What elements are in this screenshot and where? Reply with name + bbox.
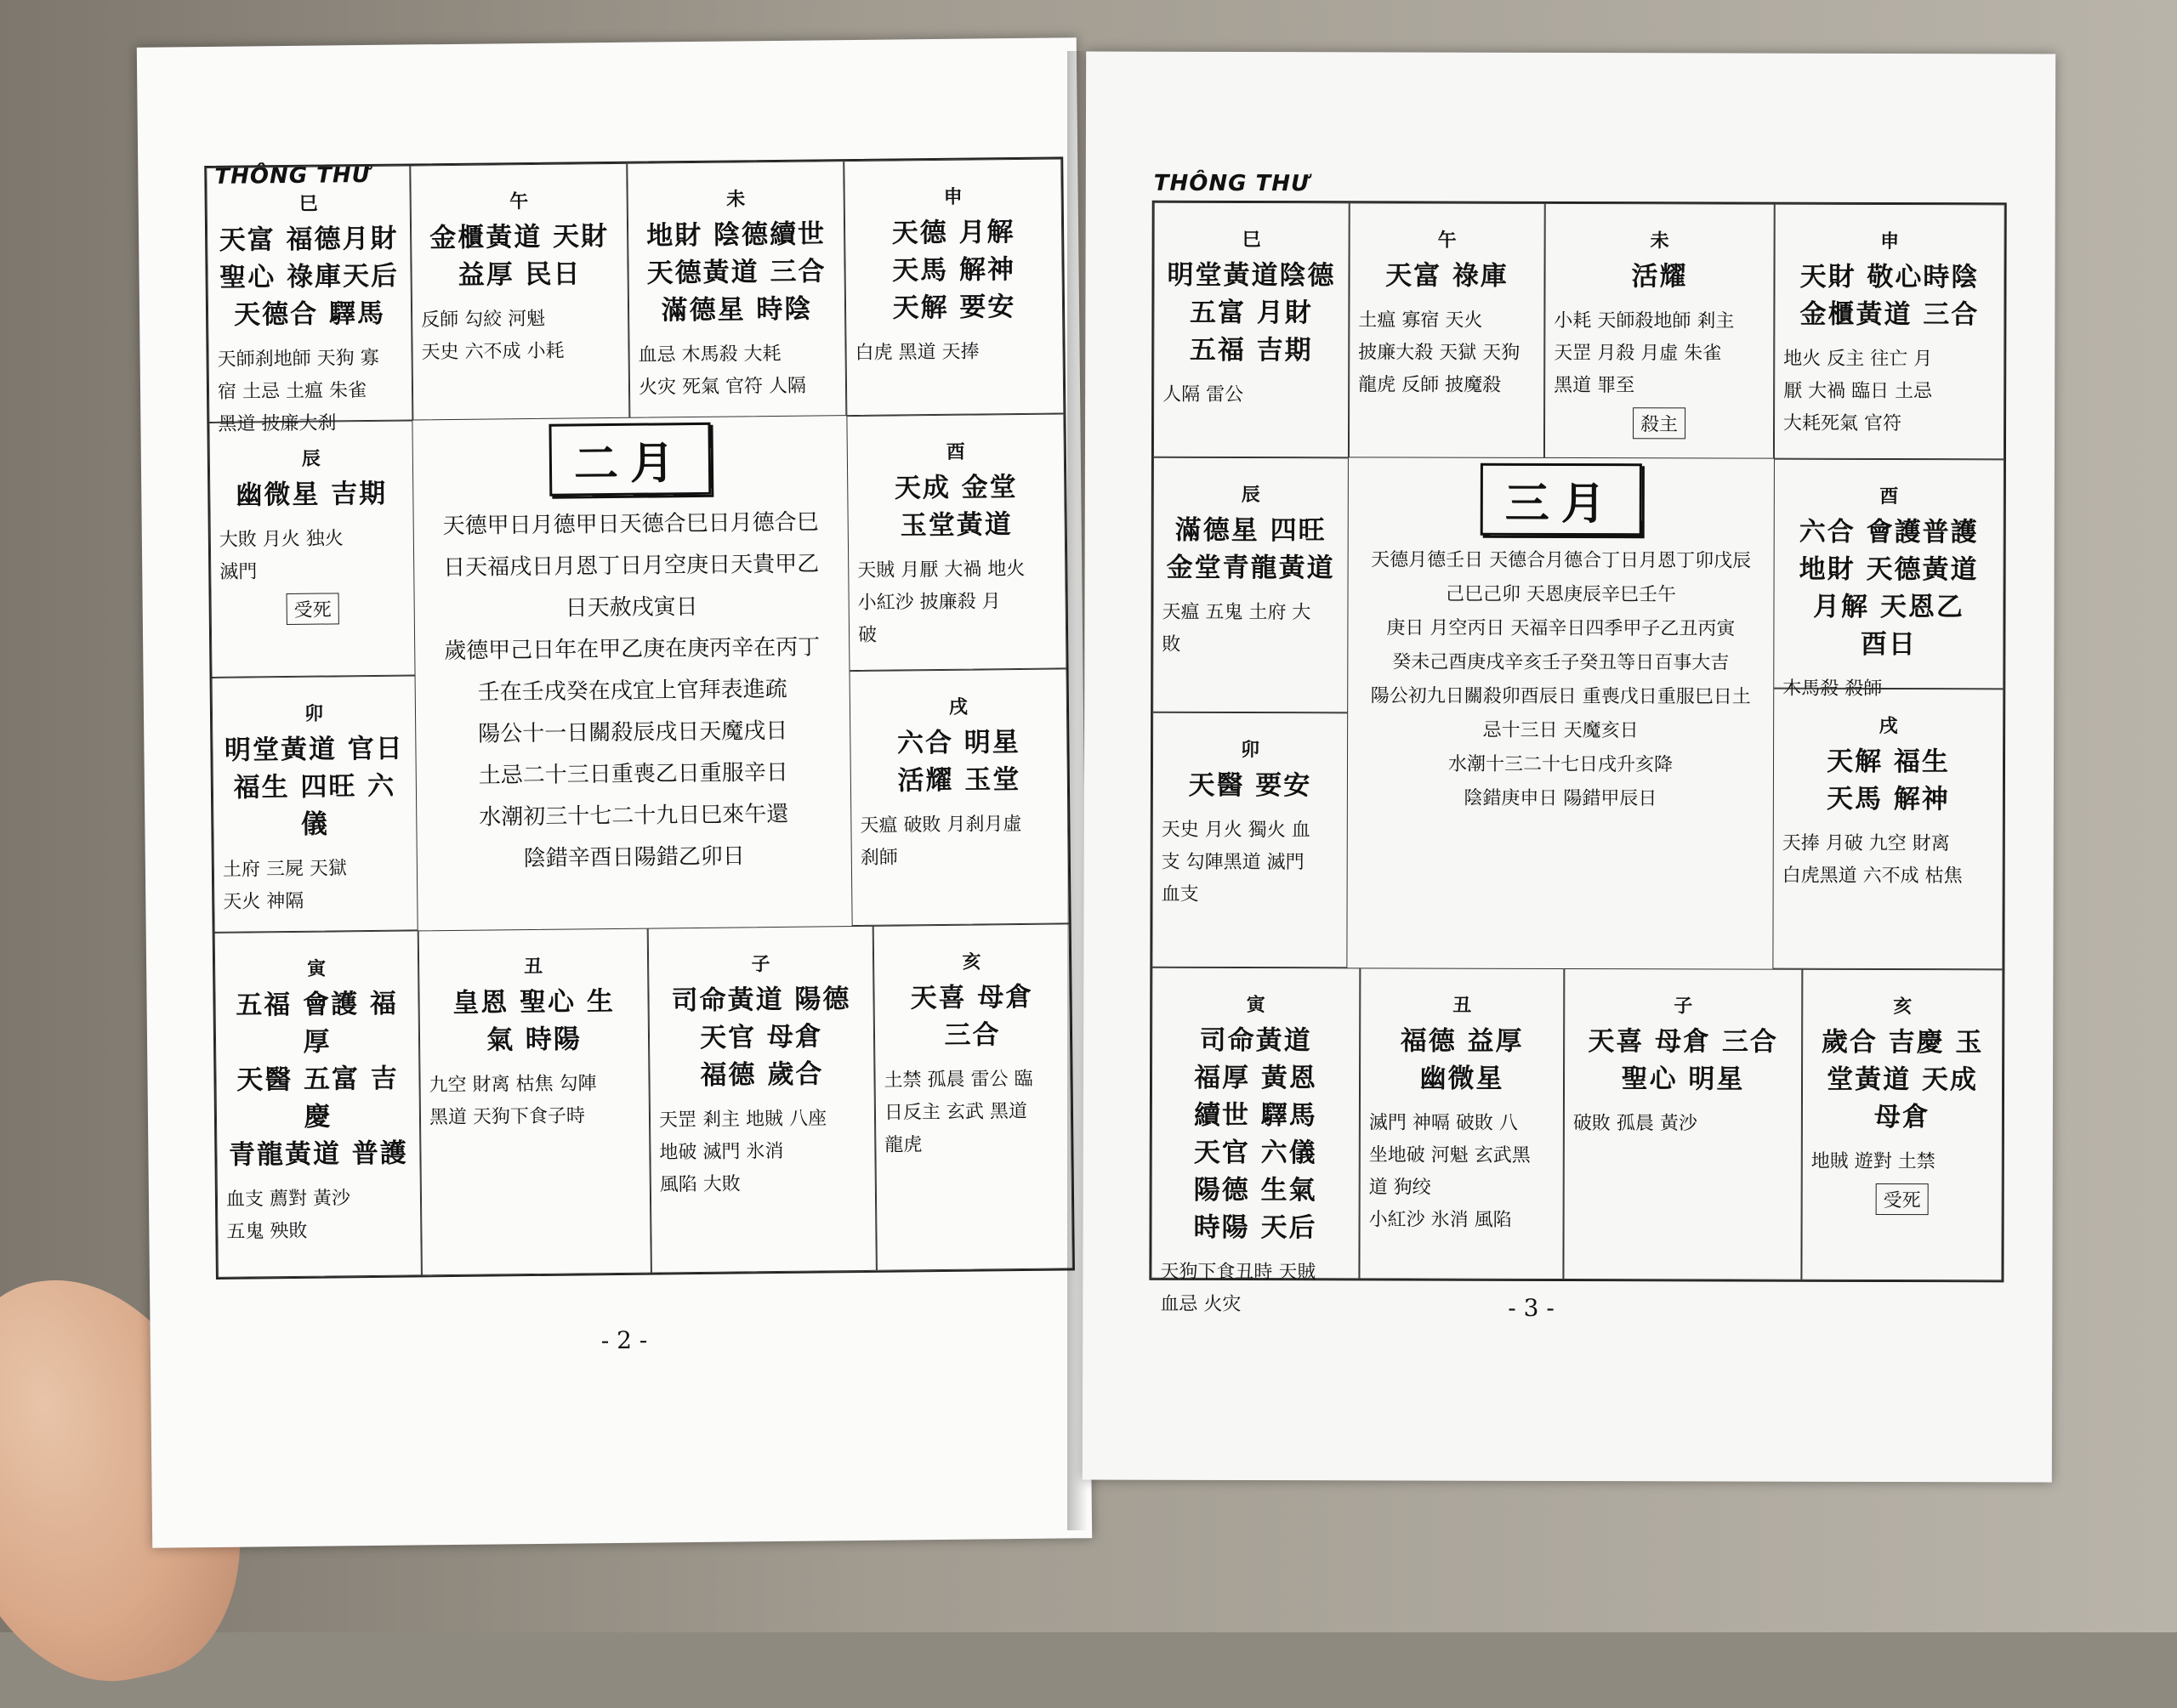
inauspicious-star-line: 天賊 月厭 大禍 地火 <box>857 558 1026 582</box>
auspicious-star-line: 滿德星 時陰 <box>661 293 813 326</box>
auspicious-star-line: 天官 六儀 <box>1193 1137 1317 1169</box>
inauspicious-star-line: 小紅沙 氷消 風陷 <box>1368 1209 1512 1231</box>
cell-xu <box>850 668 1070 926</box>
auspicious-star-line: 天德 月解 <box>891 217 1015 249</box>
inauspicious-stars <box>857 553 1057 652</box>
inauspicious-star-line: 黑道 罪至 <box>1554 374 1635 397</box>
inauspicious-star-line: 道 狗绞 <box>1368 1177 1431 1199</box>
inauspicious-star-line: 天捧 月破 九空 財离 <box>1782 832 1950 855</box>
inauspicious-star-line: 破敗 孤晨 黃沙 <box>1572 1113 1697 1135</box>
branch-label: 寅 <box>1246 995 1265 1017</box>
branch-label: 午 <box>509 191 529 213</box>
auspicious-star-line: 六合 會護普護 <box>1799 516 1979 548</box>
inauspicious-star-line: 天罡 剎主 地賊 八座 <box>658 1108 827 1132</box>
auspicious-star-line: 金堂青龍黃道 <box>1166 552 1335 584</box>
month-note-line: 癸未己酉庚戌辛亥壬子癸丑等日百事大吉 <box>1392 651 1730 674</box>
auspicious-star-line: 滿德星 四旺 <box>1174 514 1327 547</box>
auspicious-star-line: 聖心 明星 <box>1621 1064 1745 1095</box>
auspicious-star-line: 天成 金堂 <box>894 472 1018 504</box>
auspicious-star-line: 天官 母倉 <box>699 1021 824 1053</box>
auspicious-star-line: 福厚 黃恩 <box>1194 1062 1317 1094</box>
inauspicious-star-line: 龍虎 <box>884 1134 923 1156</box>
auspicious-star-line: 福德 歲合 <box>700 1058 824 1091</box>
month-note-line: 庚日 月空丙日 天福辛日四季甲子乙丑丙寅 <box>1386 617 1736 640</box>
page-number: - 2 - <box>600 1325 648 1355</box>
auspicious-star-line: 司命黃道 <box>1199 1024 1312 1057</box>
auspicious-star-line: 天富 祿庫 <box>1385 260 1509 292</box>
inauspicious-star-line: 天瘟 五鬼 土府 大 <box>1162 601 1311 624</box>
month-note-line: 日天福戌日月恩丁日月空庚日天貴甲乙 <box>443 551 820 582</box>
auspicious-star-line: 氣 時陽 <box>486 1024 583 1056</box>
inauspicious-star-line: 厭 大禍 臨日 土忌 <box>1783 380 1933 403</box>
inauspicious-star-line: 刹師 <box>860 847 898 869</box>
month-note-line: 陰錯辛酉日陽錯乙卯日 <box>523 843 745 872</box>
cell-zi <box>1563 968 1802 1280</box>
branch-label: 巳 <box>1242 229 1261 252</box>
inauspicious-star-line: 白虎黑道 六不成 枯焦 <box>1782 865 1963 888</box>
boxed-note-wrap <box>1811 1183 1993 1216</box>
page-header: THÔNG THƯ <box>214 162 371 190</box>
auspicious-star-line: 五福 吉期 <box>1189 334 1313 366</box>
cell-zi <box>648 926 877 1274</box>
inauspicious-star-line: 地賊 遊對 土禁 <box>1810 1150 1935 1173</box>
inauspicious-stars <box>855 336 1054 370</box>
auspicious-star-line: 時陽 天后 <box>1193 1211 1317 1244</box>
cell-si <box>206 165 412 435</box>
boxed-note: 受死 <box>1876 1183 1929 1215</box>
auspicious-star-line: 地財 陰德續世 <box>646 218 827 252</box>
branch-label: 巳 <box>298 193 318 215</box>
inauspicious-stars <box>1783 343 1995 441</box>
inauspicious-star-line: 天火 神隔 <box>223 890 304 913</box>
auspicious-star-line: 天馬 解神 <box>1826 783 1950 815</box>
auspicious-star-line: 幽微星 吉期 <box>236 478 388 511</box>
page-number: - 3 - <box>1508 1293 1555 1322</box>
inauspicious-star-line: 敗 <box>1162 633 1181 655</box>
inauspicious-star-line: 木馬殺 殺師 <box>1782 678 1883 700</box>
inauspicious-star-line: 小耗 天師殺地師 剎主 <box>1554 309 1735 332</box>
auspicious-star-line: 六合 明星 <box>896 726 1020 759</box>
auspicious-star-line: 天醫 要安 <box>1188 769 1312 802</box>
inauspicious-star-line: 日反主 玄武 黑道 <box>884 1100 1028 1124</box>
branch-label: 酉 <box>946 441 965 463</box>
branch-label: 酉 <box>1879 485 1899 508</box>
inauspicious-stars <box>1358 304 1535 402</box>
auspicious-star-line: 堂黃道 天成 <box>1827 1064 1978 1096</box>
boxed-note-wrap <box>1554 407 1765 440</box>
inauspicious-star-line: 人隔 雷公 <box>1162 383 1244 406</box>
branch-label: 戌 <box>1879 715 1898 738</box>
auspicious-star-line: 福德 益厚 <box>1400 1025 1524 1057</box>
inauspicious-star-line: 天史 六不成 小耗 <box>421 340 565 364</box>
branch-label: 辰 <box>1241 484 1260 507</box>
inauspicious-star-line: 土禁 孤晨 雷公 臨 <box>884 1068 1033 1092</box>
inauspicious-star-line: 坐地破 河魁 玄武黑 <box>1368 1144 1531 1166</box>
inauspicious-stars <box>1162 379 1339 412</box>
auspicious-star-line: 明堂黃道 官日 <box>224 733 405 766</box>
branch-label: 未 <box>726 189 746 211</box>
month-note-line: 天德月德壬日 天德合月德合丁日月恩丁卯戊辰 <box>1371 549 1752 572</box>
month-note-line: 陰錯庚申日 陽錯甲辰日 <box>1464 787 1657 810</box>
inauspicious-star-line: 龍虎 反師 披魔殺 <box>1358 374 1502 396</box>
month-note-line: 天德甲日月德甲日天德合巳日月德合巳 <box>442 509 819 540</box>
inauspicious-star-line: 血忌 火灾 <box>1160 1293 1242 1315</box>
auspicious-star-line: 皇恩 聖心 生 <box>452 986 616 1019</box>
cell-wu <box>1349 202 1545 458</box>
branch-label: 申 <box>943 186 963 208</box>
inauspicious-star-line: 黑道 天狗下食子時 <box>429 1105 586 1129</box>
auspicious-star-line: 玉堂黃道 <box>900 509 1013 542</box>
cell-si <box>1153 202 1350 458</box>
auspicious-star-line: 天喜 母倉 <box>910 981 1034 1014</box>
inauspicious-star-line: 宿 土忌 土瘟 朱雀 <box>217 380 367 403</box>
inauspicious-star-line: 天史 月火 獨火 血 <box>1161 819 1310 842</box>
inauspicious-star-line: 血忌 木馬殺 大耗 <box>638 343 782 366</box>
inauspicious-star-line: 大耗死氣 官符 <box>1783 412 1902 435</box>
auspicious-star-line: 福生 四旺 六儀 <box>233 770 396 840</box>
auspicious-star-line: 活耀 玉堂 <box>897 763 1021 797</box>
auspicious-star-line: 司命黃道 陽德 <box>671 984 851 1017</box>
inauspicious-stars <box>226 1183 412 1249</box>
auspicious-star-line: 陽德 生氣 <box>1193 1174 1317 1206</box>
cell-wu <box>410 163 629 421</box>
inauspicious-star-line: 黑道 披廉大刹 <box>218 412 337 435</box>
month-note-line: 陽公初九日關殺卯酉辰日 重喪戊日重服巳日土 <box>1370 685 1751 708</box>
auspicious-star-line: 幽微星 <box>1419 1063 1504 1094</box>
cell-you <box>846 413 1066 671</box>
inauspicious-stars <box>1369 1107 1555 1237</box>
inauspicious-star-line: 天師刹地師 天狗 寡 <box>217 347 379 371</box>
cell-chou <box>418 928 651 1276</box>
auspicious-star-line: 三合 <box>944 1019 1001 1051</box>
cell-yin <box>1151 967 1360 1315</box>
auspicious-star-line: 地財 天德黃道 <box>1799 553 1979 586</box>
branch-label: 亥 <box>1893 996 1913 1019</box>
auspicious-star-line: 青龍黃道 普護 <box>228 1138 409 1171</box>
month-center-panel <box>412 416 851 930</box>
inauspicious-stars <box>1782 828 1994 894</box>
cell-wei <box>1544 203 1775 459</box>
auspicious-star-line: 天富 福德月財 <box>219 223 399 256</box>
boxed-note: 受死 <box>287 593 339 625</box>
branch-label: 申 <box>1880 230 1900 253</box>
inauspicious-stars <box>1811 1146 1993 1179</box>
inauspicious-star-line: 披廉大殺 天獄 天狗 <box>1358 342 1520 364</box>
inauspicious-star-line: 滅門 <box>219 561 258 583</box>
auspicious-star-line: 益厚 民日 <box>458 258 582 291</box>
branch-label: 戌 <box>948 696 969 718</box>
inauspicious-stars <box>638 338 837 404</box>
calendar-grid <box>204 156 1075 1280</box>
inauspicious-star-line: 滅門 神嗝 破敗 八 <box>1368 1112 1518 1134</box>
branch-label: 卯 <box>304 703 324 725</box>
inauspicious-stars <box>1162 814 1339 912</box>
inauspicious-stars <box>421 303 620 369</box>
auspicious-star-line: 酉日 <box>1860 628 1917 661</box>
auspicious-star-line: 天解 要安 <box>892 292 1016 324</box>
branch-label: 辰 <box>301 448 321 470</box>
inauspicious-stars <box>1160 1257 1350 1322</box>
auspicious-star-line: 五富 月財 <box>1189 297 1313 329</box>
inauspicious-star-line: 天狗下食丑時 天賊 <box>1160 1261 1316 1284</box>
cell-shen <box>1774 204 2005 460</box>
auspicious-star-line: 天德合 驛馬 <box>233 298 386 331</box>
auspicious-star-line: 天德黃道 三合 <box>646 256 827 289</box>
inauspicious-star-line: 大敗 月火 独火 <box>219 528 344 551</box>
inauspicious-star-line: 小紅沙 披廉殺 月 <box>857 591 1001 614</box>
auspicious-star-line: 天馬 解神 <box>891 254 1016 287</box>
branch-label: 亥 <box>962 951 981 973</box>
inauspicious-stars <box>659 1103 867 1202</box>
inauspicious-stars <box>884 1064 1062 1162</box>
branch-label: 午 <box>1437 230 1457 252</box>
inauspicious-star-line: 天瘟 破敗 月刹月虛 <box>860 813 1022 837</box>
auspicious-star-line: 續世 驛馬 <box>1193 1099 1317 1132</box>
cell-chen <box>208 420 415 677</box>
auspicious-star-line: 金櫃黃道 三合 <box>1799 298 1980 331</box>
branch-label: 丑 <box>523 956 543 979</box>
inauspicious-stars <box>860 809 1060 875</box>
auspicious-star-line: 歲合 吉慶 玉 <box>1821 1026 1984 1058</box>
month-note-line: 己巳己卯 天恩庚辰辛巳壬午 <box>1445 583 1677 606</box>
cell-you <box>1773 459 2004 700</box>
inauspicious-star-line: 血支 薦對 黃沙 <box>225 1188 351 1211</box>
cell-mao <box>212 675 418 932</box>
inauspicious-stars <box>219 523 406 589</box>
cell-hai <box>1801 969 2003 1281</box>
month-note-line: 壬在壬戌癸在戌宜上官拜表進疏 <box>477 676 787 706</box>
boxed-note-wrap <box>220 593 406 626</box>
auspicious-star-line: 天財 敬心時陰 <box>1799 261 1980 293</box>
inauspicious-star-line: 土府 三屍 天獄 <box>222 858 348 881</box>
inauspicious-star-line: 支 勾陣黑道 滅門 <box>1161 851 1304 874</box>
month-note-line: 忌十三日 天魔亥日 <box>1482 719 1639 742</box>
auspicious-star-line: 活耀 <box>1631 261 1688 292</box>
branch-label: 卯 <box>1241 739 1260 762</box>
inauspicious-star-line: 火灾 死氣 官符 人隔 <box>638 375 807 399</box>
branch-label: 丑 <box>1452 995 1472 1017</box>
inauspicious-star-line: 地火 反主 往亡 月 <box>1783 348 1933 371</box>
inauspicious-star-line: 天罡 月殺 月虛 朱雀 <box>1554 342 1722 365</box>
auspicious-star-line: 聖心 祿庫天后 <box>219 260 400 293</box>
inauspicious-stars <box>429 1068 640 1135</box>
left-page <box>137 37 1092 1547</box>
cell-chou <box>1359 967 1564 1280</box>
month-note-line: 陽公十一日關殺辰戌日天魔戌日 <box>478 718 788 747</box>
inauspicious-stars <box>1573 1108 1793 1141</box>
branch-label: 子 <box>751 954 770 976</box>
cell-chen <box>1152 457 1349 713</box>
branch-label: 未 <box>1650 230 1669 253</box>
month-title: 二月 <box>549 423 711 497</box>
inauspicious-star-line: 地破 滅門 氷消 <box>659 1140 784 1164</box>
inauspicious-stars <box>223 853 409 919</box>
auspicious-star-line: 天解 福生 <box>1827 746 1950 778</box>
month-note-line: 水潮初三十七二十九日巳來午還 <box>479 801 789 831</box>
inauspicious-stars <box>1554 305 1765 403</box>
cell-xu <box>1772 689 2004 970</box>
auspicious-star-line: 金櫃黃道 天財 <box>429 221 610 254</box>
auspicious-star-line: 明堂黃道陰德 <box>1167 259 1336 292</box>
auspicious-star-line: 母倉 <box>1873 1101 1930 1133</box>
inauspicious-star-line: 五鬼 殃敗 <box>226 1220 308 1243</box>
inauspicious-star-line: 風陷 大敗 <box>659 1173 741 1196</box>
calendar-grid <box>1149 201 2006 1315</box>
month-note-line: 土忌二十三日重喪乙日重服辛日 <box>478 759 788 789</box>
inauspicious-stars <box>1162 597 1339 662</box>
inauspicious-star-line: 九空 財离 枯焦 勾陣 <box>429 1073 597 1097</box>
right-page <box>1083 52 2055 1483</box>
inauspicious-star-line: 土瘟 寡宿 天火 <box>1358 309 1483 332</box>
cell-shen <box>844 158 1064 416</box>
cell-hai <box>873 923 1073 1270</box>
auspicious-star-line: 五福 會護 福厚 <box>236 988 399 1058</box>
cell-wei <box>627 161 846 418</box>
cell-mao <box>1151 712 1348 968</box>
page-header: THÔNG THƯ <box>1153 170 1310 197</box>
branch-label: 寅 <box>307 958 327 980</box>
inauspicious-star-line: 白虎 黑道 天捧 <box>855 341 980 365</box>
cell-yin <box>214 930 422 1277</box>
auspicious-star-line: 月解 天恩乙 <box>1813 591 1964 623</box>
boxed-note: 殺主 <box>1633 407 1685 439</box>
month-title: 三月 <box>1481 463 1642 536</box>
auspicious-star-line: 天醫 五富 吉慶 <box>236 1063 399 1132</box>
inauspicious-star-line: 血支 <box>1161 883 1199 905</box>
branch-label: 子 <box>1674 996 1693 1018</box>
month-note-line: 歲德甲己日年在甲乙庚在庚丙辛在丙丁 <box>444 634 821 665</box>
month-center-panel <box>1347 457 1774 968</box>
month-note-line: 日天赦戌寅日 <box>565 593 698 621</box>
auspicious-star-line: 天喜 母倉 三合 <box>1588 1026 1778 1058</box>
inauspicious-star-line: 反師 勾絞 河魁 <box>421 308 546 332</box>
inauspicious-star-line: 破 <box>857 624 878 646</box>
month-note-line: 水潮十三二十七日戌升亥降 <box>1447 753 1674 776</box>
